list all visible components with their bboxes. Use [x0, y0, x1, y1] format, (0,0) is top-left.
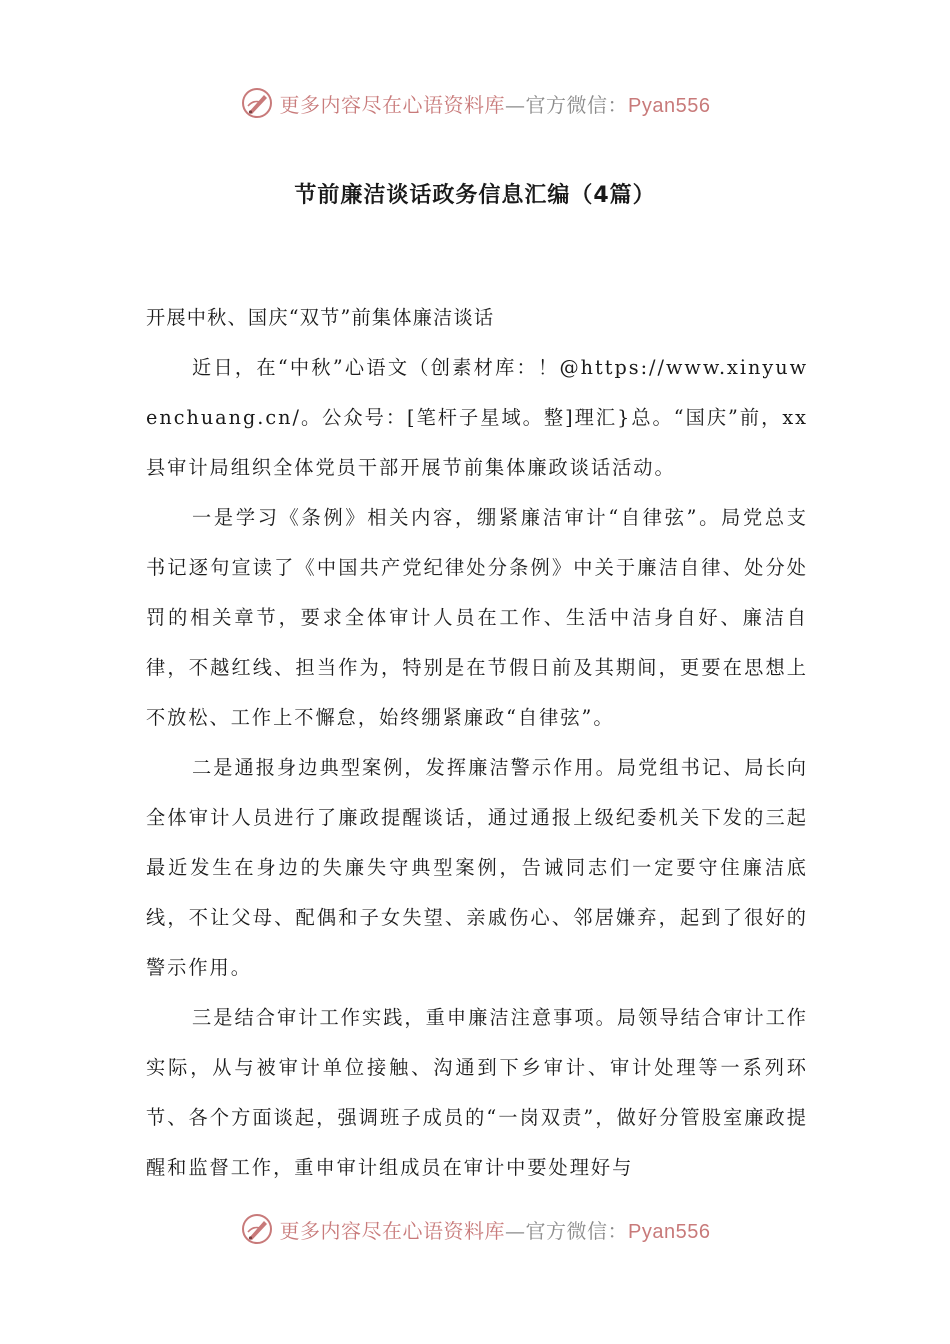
body-paragraph: 一是学习《条例》相关内容，绷紧廉洁审计“自律弦”。局党总支书记逐句宣读了《中国共产党纪律处分条例》中关于廉洁自律、处分处罚的相关章节，要求全体审计人员在工作、生活中洁身自好、廉洁自律，不越红线、担当作为，特别是在节假日前及其期间，更要在思想上不放松、工作上不懈怠，始终绷紧廉政“自律弦”。 — [146, 506, 808, 729]
document-body — [146, 293, 808, 1193]
document-title: 节前廉洁谈话政务信息汇编（4篇） — [294, 183, 656, 208]
banner-text — [280, 1215, 711, 1244]
quill-pen-logo-icon — [240, 86, 274, 120]
banner-text — [280, 89, 711, 118]
article-subheading: 开展中秋、国庆“双节”前集体廉洁谈话 — [146, 306, 495, 329]
quill-pen-logo-icon — [240, 1212, 274, 1246]
banner-main-text: 更多内容尽在心语资料库 — [279, 1218, 506, 1243]
banner-wechat-label: 官方微信： — [525, 1218, 629, 1243]
banner-dash: — — [505, 1218, 526, 1243]
header-banner — [0, 81, 950, 125]
banner-wechat-account: Pyan556 — [628, 1220, 711, 1243]
banner-wechat-account: Pyan556 — [628, 94, 711, 117]
banner-dash: — — [505, 92, 526, 117]
footer-banner — [0, 1207, 950, 1251]
body-paragraph: 近日，在“中秋”心语文（创素材库：！@https://www.xinyuwenchuang.cn/。公众号：[笔杆子星域。整]理汇}总。“国庆”前，xx县审计局组织全体党员干部开展节前集体廉政谈话活动。 — [146, 356, 808, 479]
banner-wechat-label: 官方微信： — [525, 92, 629, 117]
body-paragraph: 二是通报身边典型案例，发挥廉洁警示作用。局党组书记、局长向全体审计人员进行了廉政提醒谈话，通过通报上级纪委机关下发的三起最近发生在身边的失廉失守典型案例，告诫同志们一定要守住廉洁底线，不让父母、配偶和子女失望、亲戚伤心、邻居嫌弃，起到了很好的警示作用。 — [146, 756, 808, 979]
body-paragraph: 三是结合审计工作实践，重申廉洁注意事项。局领导结合审计工作实际，从与被审计单位接触、沟通到下乡审计、审计处理等一系列环节、各个方面谈起，强调班子成员的“一岗双责”，做好分管股室廉政提醒和监督工作，重申审计组成员在审计中要处理好与 — [146, 1006, 808, 1179]
banner-main-text: 更多内容尽在心语资料库 — [279, 92, 506, 117]
